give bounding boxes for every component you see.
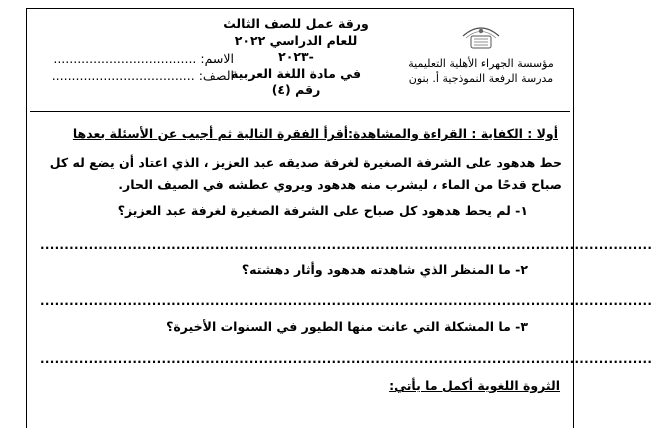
worksheet-title: ورقة عمل للصف الثالث bbox=[223, 16, 369, 31]
name-label: الاسم: bbox=[200, 51, 234, 66]
section1-heading: أولا : الكفاية : القراءة والمشاهدة:أقرأ الفقرة التالية ثم أجيب عن الأسئلة بعدها bbox=[72, 126, 558, 141]
worksheet-number: رقم (٤) bbox=[271, 82, 321, 97]
student-fields bbox=[44, 50, 234, 84]
name-dots: .................................... bbox=[53, 51, 197, 66]
question-1: ١- لم يحط هدهود كل صباح على الشرفة الصغيرة لغرفة عبد العزيز؟ bbox=[117, 203, 528, 218]
school-crest-icon bbox=[459, 22, 503, 52]
answer-line-1[interactable]: .............................................................................................................................. bbox=[40, 238, 652, 252]
question-3: ٣- ما المشكلة التي عانت منها الطيور في السنوات الأخيرة؟ bbox=[166, 319, 528, 334]
school-name: مدرسة الرفعة النموذجية أ. بنون bbox=[408, 72, 554, 85]
academic-year: للعام الدراسي ٢٠٢٢ -٢٠٢٣ bbox=[234, 32, 358, 64]
header-divider bbox=[30, 111, 570, 112]
class-field[interactable] bbox=[44, 67, 234, 84]
answer-line-2[interactable]: .............................................................................................................................. bbox=[40, 294, 652, 308]
worksheet-title-block bbox=[218, 16, 374, 99]
reading-passage: حط هدهود على الشرفة الصغيرة لغرفة صديقه عبد العزيز ، الذي اعتاد أن يضع له كل صباح قدحًا من الماء ، ليشرب منه هدهود ويروي عطشه في الصيف الحار. bbox=[49, 155, 562, 192]
section2-heading: الثروة اللغوية أكمل ما يأتي: bbox=[389, 378, 560, 393]
subject-line: في مادة اللغة العربية bbox=[230, 65, 362, 81]
answer-line-3[interactable]: .............................................................................................................................. bbox=[40, 352, 652, 366]
organization-name: مؤسسة الجهراء الأهلية التعليمية bbox=[408, 57, 554, 70]
class-dots: .................................... bbox=[51, 68, 195, 83]
name-field[interactable] bbox=[44, 50, 234, 67]
class-label: الصف: bbox=[198, 68, 234, 83]
school-header bbox=[406, 22, 556, 86]
question-2: ٢- ما المنظر الذي شاهدته هدهود وأثار دهشته؟ bbox=[241, 262, 528, 277]
